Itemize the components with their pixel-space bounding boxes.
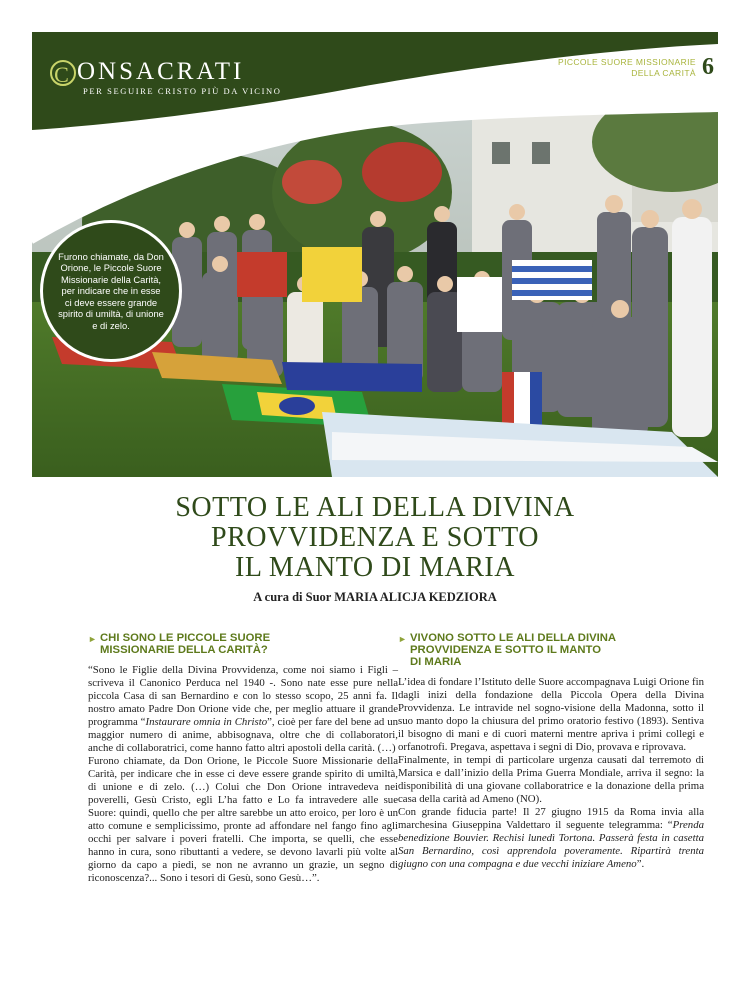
photo-caption-text: Furono chiamate, da Don Orione, le Piccole Suore Missionarie della Carità, per indicare che in esse ci deve essere grande spirito di umiltà, di unione e di zelo. [58, 250, 164, 331]
title-line-2: PROVVIDENZA E SOTTO [211, 522, 539, 553]
right-paragraph-1: L’idea di fondare l’Istituto delle Suore accompagnava Luigi Orione fin dagli inizi della fondazione della Piccola Opera della Divina Provvidenza. Le intravide nel sogno-visione della Madonna, sotto il suo manto dopo la chiusura del primo oratorio festivo (1893). Sentiva il bisogno di mani e di cuori materni mentre apriva i primi collegi e orfanotrofi. Pregava, aspettava i segni di Dio, provava e riprovava. [398, 676, 704, 753]
section-indicator [558, 54, 714, 80]
left-heading-line1: CHI SONO LE PICCOLE SUORE [100, 632, 271, 644]
left-p1-part-a: “Sono le Figlie della Divina Provvidenza, come noi siamo i Figli – scriveva il Canonico Perduca nel 1940 -. Sono nate esse pure nella piccola Casa di san Bernardino e con lo stesso scopo, 25 anni fa. Il nostro amato Padre Don Orione vide che, per meglio attuare il grande programma “ [88, 664, 398, 728]
left-paragraph-1 [88, 664, 398, 755]
byline-prefix: A cura di Suor [253, 590, 332, 604]
logo-tagline: PER SEGUIRE CRISTO PIÙ DA VICINO [83, 86, 282, 96]
section-label [558, 57, 696, 79]
right-body-text [398, 676, 704, 871]
right-heading-line1: VIVONO SOTTO LE ALI DELLA DIVINA [410, 632, 617, 644]
article-byline [60, 590, 690, 605]
right-heading-line2: PROVVIDENZA E SOTTO IL MANTO [410, 644, 602, 656]
left-body-text [88, 664, 398, 885]
chevron-right-icon: ► [398, 634, 407, 644]
left-heading-line2: MISSIONARIE DELLA CARITÀ? [100, 644, 268, 656]
byline-author: MARIA ALICJA KEDZIORA [334, 590, 497, 604]
section-label-line2: DELLA CARITÀ [631, 68, 696, 78]
right-p3-italic: Prenda benedizione Bouvier. Rechisi lunedì Tortona. Passerà festa in casetta San Bernardino, così apprendola poveramente. Ripartirà trenta giugno con una compagna e due vecchi iniziare Ameno [398, 819, 704, 870]
left-column [88, 632, 398, 885]
photo-caption [40, 220, 182, 362]
right-paragraph-3 [398, 806, 704, 871]
chevron-right-icon: ► [88, 634, 97, 644]
left-p1-part-b: ”, cioè per fare del bene ad un maggior numero di anime, abbisognava, oltre che di collaboratori, anche di collaboratrici, come hanno fatto altri apostoli della carità. (…) [88, 716, 399, 754]
title-line-1: SOTTO LE ALI DELLA DIVINA [175, 492, 575, 523]
left-section-heading [88, 632, 398, 656]
logo-wordmark: ONSACRATI [77, 58, 245, 85]
right-column [398, 632, 704, 871]
right-section-heading [398, 632, 704, 668]
right-p3-part-a: Con grande fiducia parte! Il 27 giugno 1915 da Roma invia alla marchesina Giuseppina Valdettaro il seguente telegramma: “ [398, 806, 704, 831]
section-label-line1: PICCOLE SUORE MISSIONARIE [558, 57, 696, 67]
left-paragraph-2: Furono chiamate, da Don Orione, le Piccole Suore Missionarie della Carità, per indicare che in esse ci deve essere grande spirito di umiltà, di unione e di zelo. (…) Colui che Don Orione intravedeva nei poverelli, Gesù Cristo, egli L’ha fatto e Lo fa intravedere alle sue Suore: quindi, quello che per altre sarebbe un atto eroico, per loro è un atto comune e semplicissimo, pronte ad affondare nel fango fino agli occhi per salvare i poveri fratelli. Che importa, se quelli, che esse hanno in cura, sono ributtanti a vedere, se devono lavarli più volte al giorno da capo a piedi, se non ne avranno un grazie, un segno di riconoscenza?... Sono i tesori di Gesù, sono Gesù…”. [88, 755, 398, 884]
left-p1-italic: Instaurare omnia in Christo [145, 716, 268, 728]
right-p3-part-b: ”. [636, 858, 645, 870]
right-paragraph-2: Finalmente, in tempi di particolare urgenza causati dal terremoto di Marsica e dall’inizio della Prima Guerra Mondiale, arriva il segno: la disponibilità di una giovane collaboratrice e la donazione della prima casa della carità ad Ameno (NO). [398, 754, 704, 805]
magazine-logo[interactable] [50, 58, 281, 96]
logo-initial: C [50, 60, 76, 86]
page-number: 6 [702, 54, 714, 80]
right-heading-line3: DI MARIA [410, 656, 462, 668]
article-title [60, 493, 690, 583]
title-line-3: IL MANTO DI MARIA [235, 552, 515, 583]
